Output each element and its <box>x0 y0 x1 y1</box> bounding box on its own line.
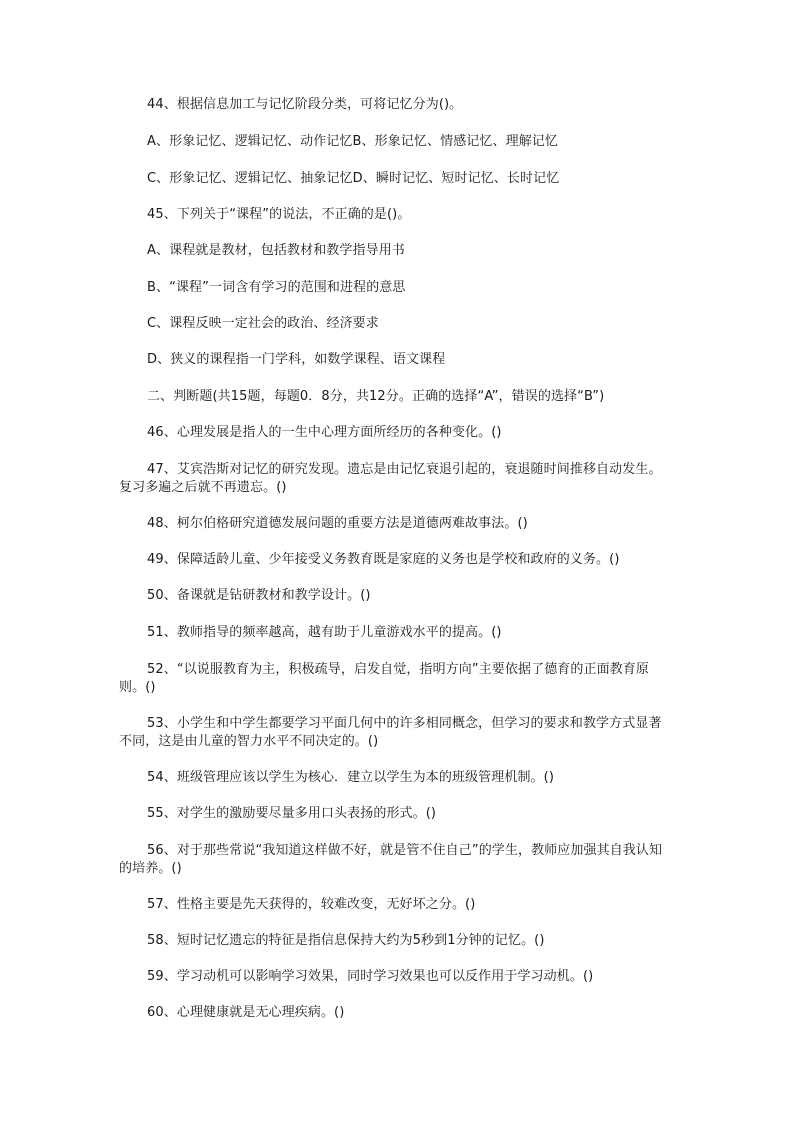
question-44: 44、根据信息加工与记忆阶段分类，可将记忆分为()。 <box>147 97 463 112</box>
question-58: 58、短时记忆遗忘的特征是指信息保持大约为5秒到1分钟的记忆。() <box>147 933 545 948</box>
question-45-option-d: D、狭义的课程指一门学科，如数学课程、语文课程 <box>147 352 446 367</box>
question-54: 54、班级管理应该以学生为核心．建立以学生为本的班级管理机制。() <box>147 770 554 785</box>
question-49: 49、保障适龄儿童、少年接受义务教育既是家庭的义务也是学校和政府的义务。() <box>147 552 620 567</box>
question-50: 50、备课就是钻研教材和教学设计。() <box>147 588 371 603</box>
question-59: 59、学习动机可以影响学习效果，同时学习效果也可以反作用于学习动机。() <box>147 969 594 984</box>
question-46: 46、心理发展是指人的一生中心理方面所经历的各种变化。() <box>147 425 502 440</box>
question-60: 60、心理健康就是无心理疾病。() <box>147 1005 345 1020</box>
question-55: 55、对学生的激励要尽量多用口头表扬的形式。() <box>147 806 437 821</box>
question-44-options-cd: C、形象记忆、逻辑记忆、抽象记忆D、瞬时记忆、短时记忆、长时记忆 <box>147 171 560 186</box>
question-53: 53、小学生和中学生都要学习平面几何中的许多相同概念，但学习的要求和教学方式显著不同，这是由儿童的智力水平不同决定的。() <box>119 716 662 749</box>
question-48: 48、柯尔伯格研究道德发展问题的重要方法是道德两难故事法。() <box>147 516 528 531</box>
question-44-options-ab: A、形象记忆、逻辑记忆、动作记忆B、形象记忆、情感记忆、理解记忆 <box>147 134 559 149</box>
section-heading-judgement: 二、判断题(共15题，每题0．8分，共12分。正确的选择“A”，错误的选择“B”) <box>147 389 605 404</box>
question-56: 56、对于那些常说“我知道这样做不好，就是管不住自己”的学生，教师应加强其自我认知的培养。() <box>119 843 663 876</box>
question-47: 47、艾宾浩斯对记忆的研究发现。遗忘是由记忆衰退引起的，衰退随时间推移自动发生。复习多遍之后就不再遗忘。() <box>119 462 662 495</box>
question-45-option-b: B、“课程”一词含有学习的范围和进程的意思 <box>147 280 406 295</box>
question-51: 51、教师指导的频率越高，越有助于儿童游戏水平的提高。() <box>147 625 502 640</box>
question-57: 57、性格主要是先天获得的，较难改变，无好坏之分。() <box>147 897 476 912</box>
question-45-option-a: A、课程就是教材，包括教材和教学指导用书 <box>147 243 405 258</box>
question-52: 52、“以说服教育为主，积极疏导，启发自觉，指明方向”主要依据了德育的正面教育原则。() <box>119 662 650 695</box>
question-45-option-c: C、课程反映一定社会的政治、经济要求 <box>147 316 379 331</box>
question-45: 45、下列关于“课程”的说法，不正确的是()。 <box>147 207 411 222</box>
